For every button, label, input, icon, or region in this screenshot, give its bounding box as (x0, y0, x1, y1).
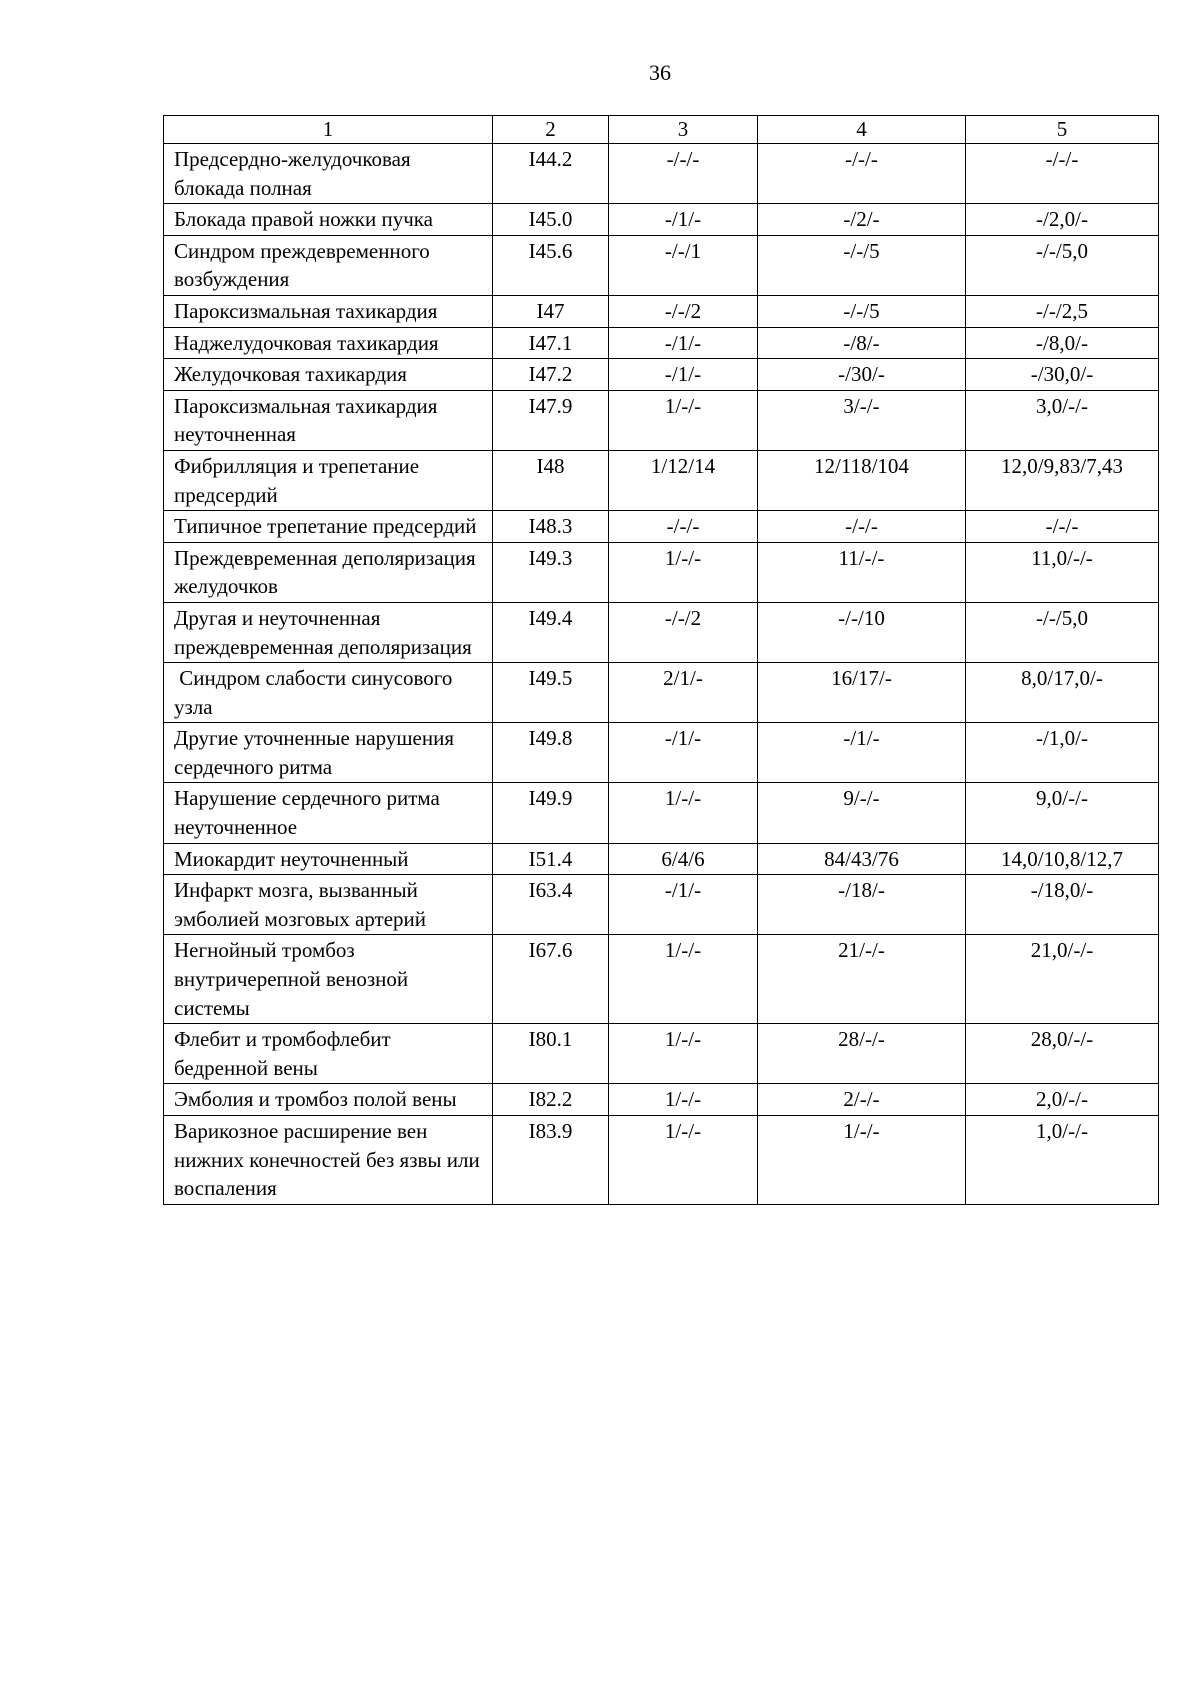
value-cell: 1/12/14 (609, 450, 758, 510)
value-cell: -/-/2 (609, 602, 758, 662)
icd-code-cell: I63.4 (493, 875, 609, 935)
value-cell: 1/-/- (609, 542, 758, 602)
table-row (164, 204, 1159, 236)
value-cell: -/-/2,5 (966, 295, 1159, 327)
value-cell: -/-/5 (758, 235, 966, 295)
diagnosis-name-cell: Миокардит неуточненный (164, 843, 493, 875)
value-cell: 1,0/-/- (966, 1116, 1159, 1205)
icd-code-cell: I49.5 (493, 663, 609, 723)
value-cell: 2/-/- (758, 1084, 966, 1116)
icd-code-cell: I48.3 (493, 511, 609, 543)
value-cell: -/1/- (609, 359, 758, 391)
value-cell: 11/-/- (758, 542, 966, 602)
value-cell: -/-/- (758, 511, 966, 543)
value-cell: 9,0/-/- (966, 783, 1159, 843)
value-cell: -/-/10 (758, 602, 966, 662)
table-row (164, 723, 1159, 783)
value-cell: -/1/- (609, 723, 758, 783)
value-cell: -/-/- (609, 144, 758, 204)
value-cell: 2/1/- (609, 663, 758, 723)
diagnosis-name-cell: Флебит и тромбофлебит бедренной вены (164, 1024, 493, 1084)
value-cell: 16/17/- (758, 663, 966, 723)
value-cell: 1/-/- (609, 1116, 758, 1205)
value-cell: -/-/2 (609, 295, 758, 327)
diagnosis-name-cell: Синдром преждевременного возбуждения (164, 235, 493, 295)
icd-code-cell: I49.3 (493, 542, 609, 602)
diagnosis-name-cell: Синдром слабости синусового узла (164, 663, 493, 723)
value-cell: -/-/- (966, 511, 1159, 543)
icd-code-cell: I49.9 (493, 783, 609, 843)
value-cell: -/-/5 (758, 295, 966, 327)
diagnosis-name-cell: Другая и неуточненная преждевременная деполяризация (164, 602, 493, 662)
table-row (164, 843, 1159, 875)
value-cell: 1/-/- (609, 390, 758, 450)
value-cell: 84/43/76 (758, 843, 966, 875)
value-cell: -/18/- (758, 875, 966, 935)
value-cell: 1/-/- (609, 935, 758, 1024)
diagnosis-name-cell: Варикозное расширение вен нижних конечностей без язвы или воспаления (164, 1116, 493, 1205)
header-cell: 5 (966, 116, 1159, 144)
icd-code-cell: I80.1 (493, 1024, 609, 1084)
value-cell: -/-/5,0 (966, 235, 1159, 295)
value-cell: 21,0/-/- (966, 935, 1159, 1024)
diagnosis-name-cell: Эмболия и тромбоз полой вены (164, 1084, 493, 1116)
value-cell: -/1/- (758, 723, 966, 783)
icd-code-cell: I45.0 (493, 204, 609, 236)
value-cell: -/-/5,0 (966, 602, 1159, 662)
header-cell: 2 (493, 116, 609, 144)
table-row (164, 235, 1159, 295)
table-row (164, 450, 1159, 510)
icd-code-cell: I82.2 (493, 1084, 609, 1116)
value-cell: -/1/- (609, 204, 758, 236)
value-cell: -/2,0/- (966, 204, 1159, 236)
value-cell: 3/-/- (758, 390, 966, 450)
diagnosis-name-cell: Нарушение сердечного ритма неуточненное (164, 783, 493, 843)
diagnosis-name-cell: Инфаркт мозга, вызванный эмболией мозговых артерий (164, 875, 493, 935)
value-cell: -/2/- (758, 204, 966, 236)
table-row (164, 359, 1159, 391)
value-cell: -/-/- (609, 511, 758, 543)
diagnosis-name-cell: Пароксизмальная тахикардия неуточненная (164, 390, 493, 450)
icd-code-cell: I67.6 (493, 935, 609, 1024)
value-cell: -/1/- (609, 327, 758, 359)
value-cell: 6/4/6 (609, 843, 758, 875)
value-cell: 12/118/104 (758, 450, 966, 510)
table-row (164, 783, 1159, 843)
header-cell: 4 (758, 116, 966, 144)
value-cell: 9/-/- (758, 783, 966, 843)
diagnosis-name-cell: Типичное трепетание предсердий (164, 511, 493, 543)
diagnosis-name-cell: Фибрилляция и трепетание предсердий (164, 450, 493, 510)
icd-code-cell: I83.9 (493, 1116, 609, 1205)
header-cell: 1 (164, 116, 493, 144)
value-cell: -/-/- (966, 144, 1159, 204)
diagnosis-name-cell: Наджелудочковая тахикардия (164, 327, 493, 359)
value-cell: 1/-/- (758, 1116, 966, 1205)
diagnosis-name-cell: Блокада правой ножки пучка (164, 204, 493, 236)
diagnosis-name-cell: Пароксизмальная тахикардия (164, 295, 493, 327)
value-cell: 8,0/17,0/- (966, 663, 1159, 723)
value-cell: 1/-/- (609, 1024, 758, 1084)
value-cell: -/1/- (609, 875, 758, 935)
value-cell: -/8,0/- (966, 327, 1159, 359)
diagnosis-name-cell: Другие уточненные нарушения сердечного ритма (164, 723, 493, 783)
value-cell: -/18,0/- (966, 875, 1159, 935)
value-cell: -/30,0/- (966, 359, 1159, 391)
value-cell: -/-/- (758, 144, 966, 204)
table-row (164, 875, 1159, 935)
value-cell: 3,0/-/- (966, 390, 1159, 450)
table-row (164, 295, 1159, 327)
icd-code-cell: I47.1 (493, 327, 609, 359)
icd-code-cell: I48 (493, 450, 609, 510)
table-row (164, 1024, 1159, 1084)
icd-code-cell: I47.2 (493, 359, 609, 391)
diagnosis-name-cell: Негнойный тромбоз внутричерепной венозной системы (164, 935, 493, 1024)
value-cell: 11,0/-/- (966, 542, 1159, 602)
diagnosis-name-cell: Желудочковая тахикардия (164, 359, 493, 391)
value-cell: 2,0/-/- (966, 1084, 1159, 1116)
data-table (163, 115, 1159, 1205)
icd-code-cell: I49.8 (493, 723, 609, 783)
icd-code-cell: I45.6 (493, 235, 609, 295)
table-header-row (164, 116, 1159, 144)
icd-code-cell: I49.4 (493, 602, 609, 662)
table-row (164, 327, 1159, 359)
value-cell: 28/-/- (758, 1024, 966, 1084)
value-cell: -/1,0/- (966, 723, 1159, 783)
value-cell: 28,0/-/- (966, 1024, 1159, 1084)
value-cell: -/-/1 (609, 235, 758, 295)
header-cell: 3 (609, 116, 758, 144)
table-row (164, 542, 1159, 602)
diagnosis-name-cell: Предсердно-желудочковая блокада полная (164, 144, 493, 204)
table-row (164, 1116, 1159, 1205)
value-cell: 12,0/9,83/7,43 (966, 450, 1159, 510)
icd-code-cell: I47.9 (493, 390, 609, 450)
table-row (164, 511, 1159, 543)
table-row (164, 935, 1159, 1024)
value-cell: 21/-/- (758, 935, 966, 1024)
value-cell: 1/-/- (609, 1084, 758, 1116)
icd-code-cell: I47 (493, 295, 609, 327)
value-cell: -/30/- (758, 359, 966, 391)
value-cell: 1/-/- (609, 783, 758, 843)
page-number: 36 (649, 60, 671, 85)
table-row (164, 663, 1159, 723)
value-cell: -/8/- (758, 327, 966, 359)
table-row (164, 602, 1159, 662)
icd-code-cell: I44.2 (493, 144, 609, 204)
table-row (164, 390, 1159, 450)
icd-code-cell: I51.4 (493, 843, 609, 875)
table-row (164, 1084, 1159, 1116)
table-row (164, 144, 1159, 204)
diagnosis-name-cell: Преждевременная деполяризация желудочков (164, 542, 493, 602)
value-cell: 14,0/10,8/12,7 (966, 843, 1159, 875)
